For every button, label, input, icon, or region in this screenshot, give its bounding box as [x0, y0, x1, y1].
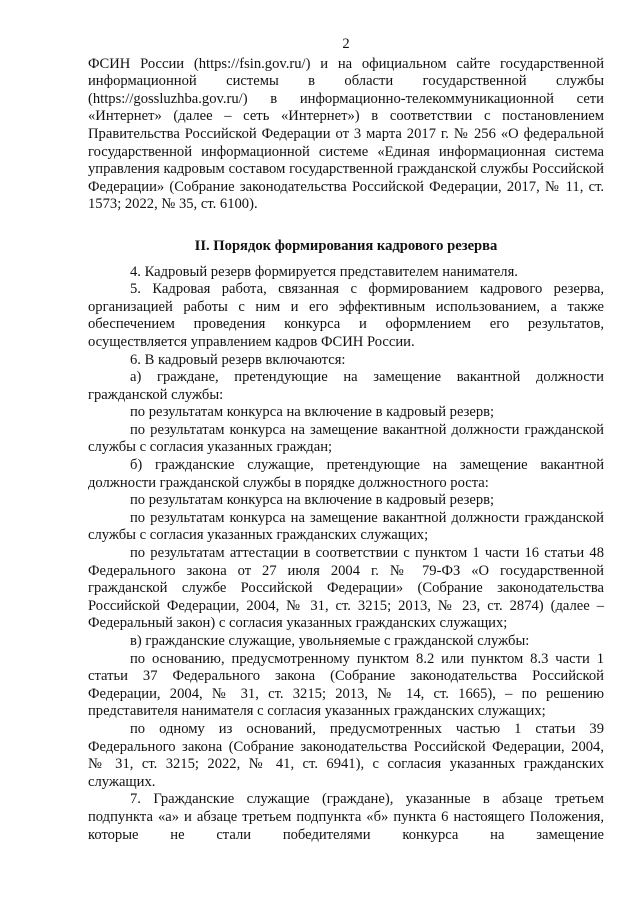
subpoint-v: в) гражданские служащие, увольняемые с гражданской службы:: [130, 633, 530, 649]
page-number: 2: [342, 36, 350, 52]
subpoint-a: а) граждане, претендующие на замещение вакантной должности гражданской службы:: [88, 369, 604, 403]
subpoint-v-item-1: по основанию, предусмотренному пунктом 8.2 или пунктом 8.3 части 1 статьи 37 Федерального закона (Собрание законодательства Российской Федерации, 2004, № 31, ст. 3215; 2013, № 14, ст. 1665), – по решению представителя нанимателя с согласия указанных гражданских служащих;: [88, 650, 604, 720]
section-heading: II. Порядок формирования кадрового резерва: [194, 237, 498, 254]
paragraph-4: 4. Кадровый резерв формируется представителем нанимателя.: [130, 263, 518, 280]
subpoint-b-item-1: по результатам конкурса на включение в кадровый резерв;: [130, 492, 495, 509]
subpoint-a-item-1: по результатам конкурса на включение в кадровый резерв;: [130, 404, 495, 421]
paragraph-5: 5. Кадровая работа, связанная с формированием кадрового резерва, организацией работы с ним и его эффективным использованием, а также обеспечением проведения конкурса и оформлением его результатов, осуществляется управлением кадров ФСИН России.: [88, 281, 604, 350]
subpoint-v-item-2: по одному из оснований, предусмотренных частью 1 статьи 39 Федерального закона (Собрание законодательства Российской Федерации, 2004, № 31, ст. 3215; 2022, № 41, ст. 6941), с согласия указанных гражданских служащих.: [88, 720, 604, 790]
paragraph-6: 6. В кадровый резерв включаются:: [130, 351, 346, 368]
subpoint-b-item-3: по результатам аттестации в соответствии с пунктом 1 части 16 статьи 48 Федерального закона от 27 июля 2004 г. № 79-ФЗ «О государственной гражданской службе Российской Федерации» (Собрание законодательства Российской Федерации, 2004, № 31, ст. 3215; 2013, № 23, ст. 2874) (далее – Федеральный закон) с согласия указанных гражданских служащих;: [88, 545, 604, 632]
intro-paragraph: ФСИН России (https://fsin.gov.ru/) и на официальном сайте государственной информационной системы в области государственной службы (https://gossluzhba.gov.ru/) в информационно-телекоммуникационной сети «Интернет» (далее – сеть «Интернет») в соответствии с постановлением Правительства Российской Федерации от 3 марта 2017 г. № 256 «О федеральной государственной информационной системе «Единая информационная система управления кадровым составом государственной гражданской службы Российской Федерации» (Собрание законодательства Российской Федерации, 2017, № 11, ст. 1573; 2022, № 35, ст. 6100).: [88, 55, 604, 213]
subpoint-b: б) гражданские служащие, претендующие на замещение вакантной должности гражданской службы в порядке должностного роста:: [88, 457, 604, 491]
document-page: [88, 36, 604, 844]
subpoint-a-item-2: по результатам конкурса на замещение вакантной должности гражданской службы с согласия указанных граждан;: [88, 421, 604, 456]
subpoint-b-item-2: по результатам конкурса на замещение вакантной должности гражданской службы с согласия указанных гражданских служащих;: [88, 509, 604, 544]
paragraph-7: 7. Гражданские служащие (граждане), указанные в абзаце третьем подпункта «а» и абзаце третьем подпункта «б» пункта 6 настоящего Положения, которые не стали победителями конкурса на замещение: [88, 791, 604, 843]
